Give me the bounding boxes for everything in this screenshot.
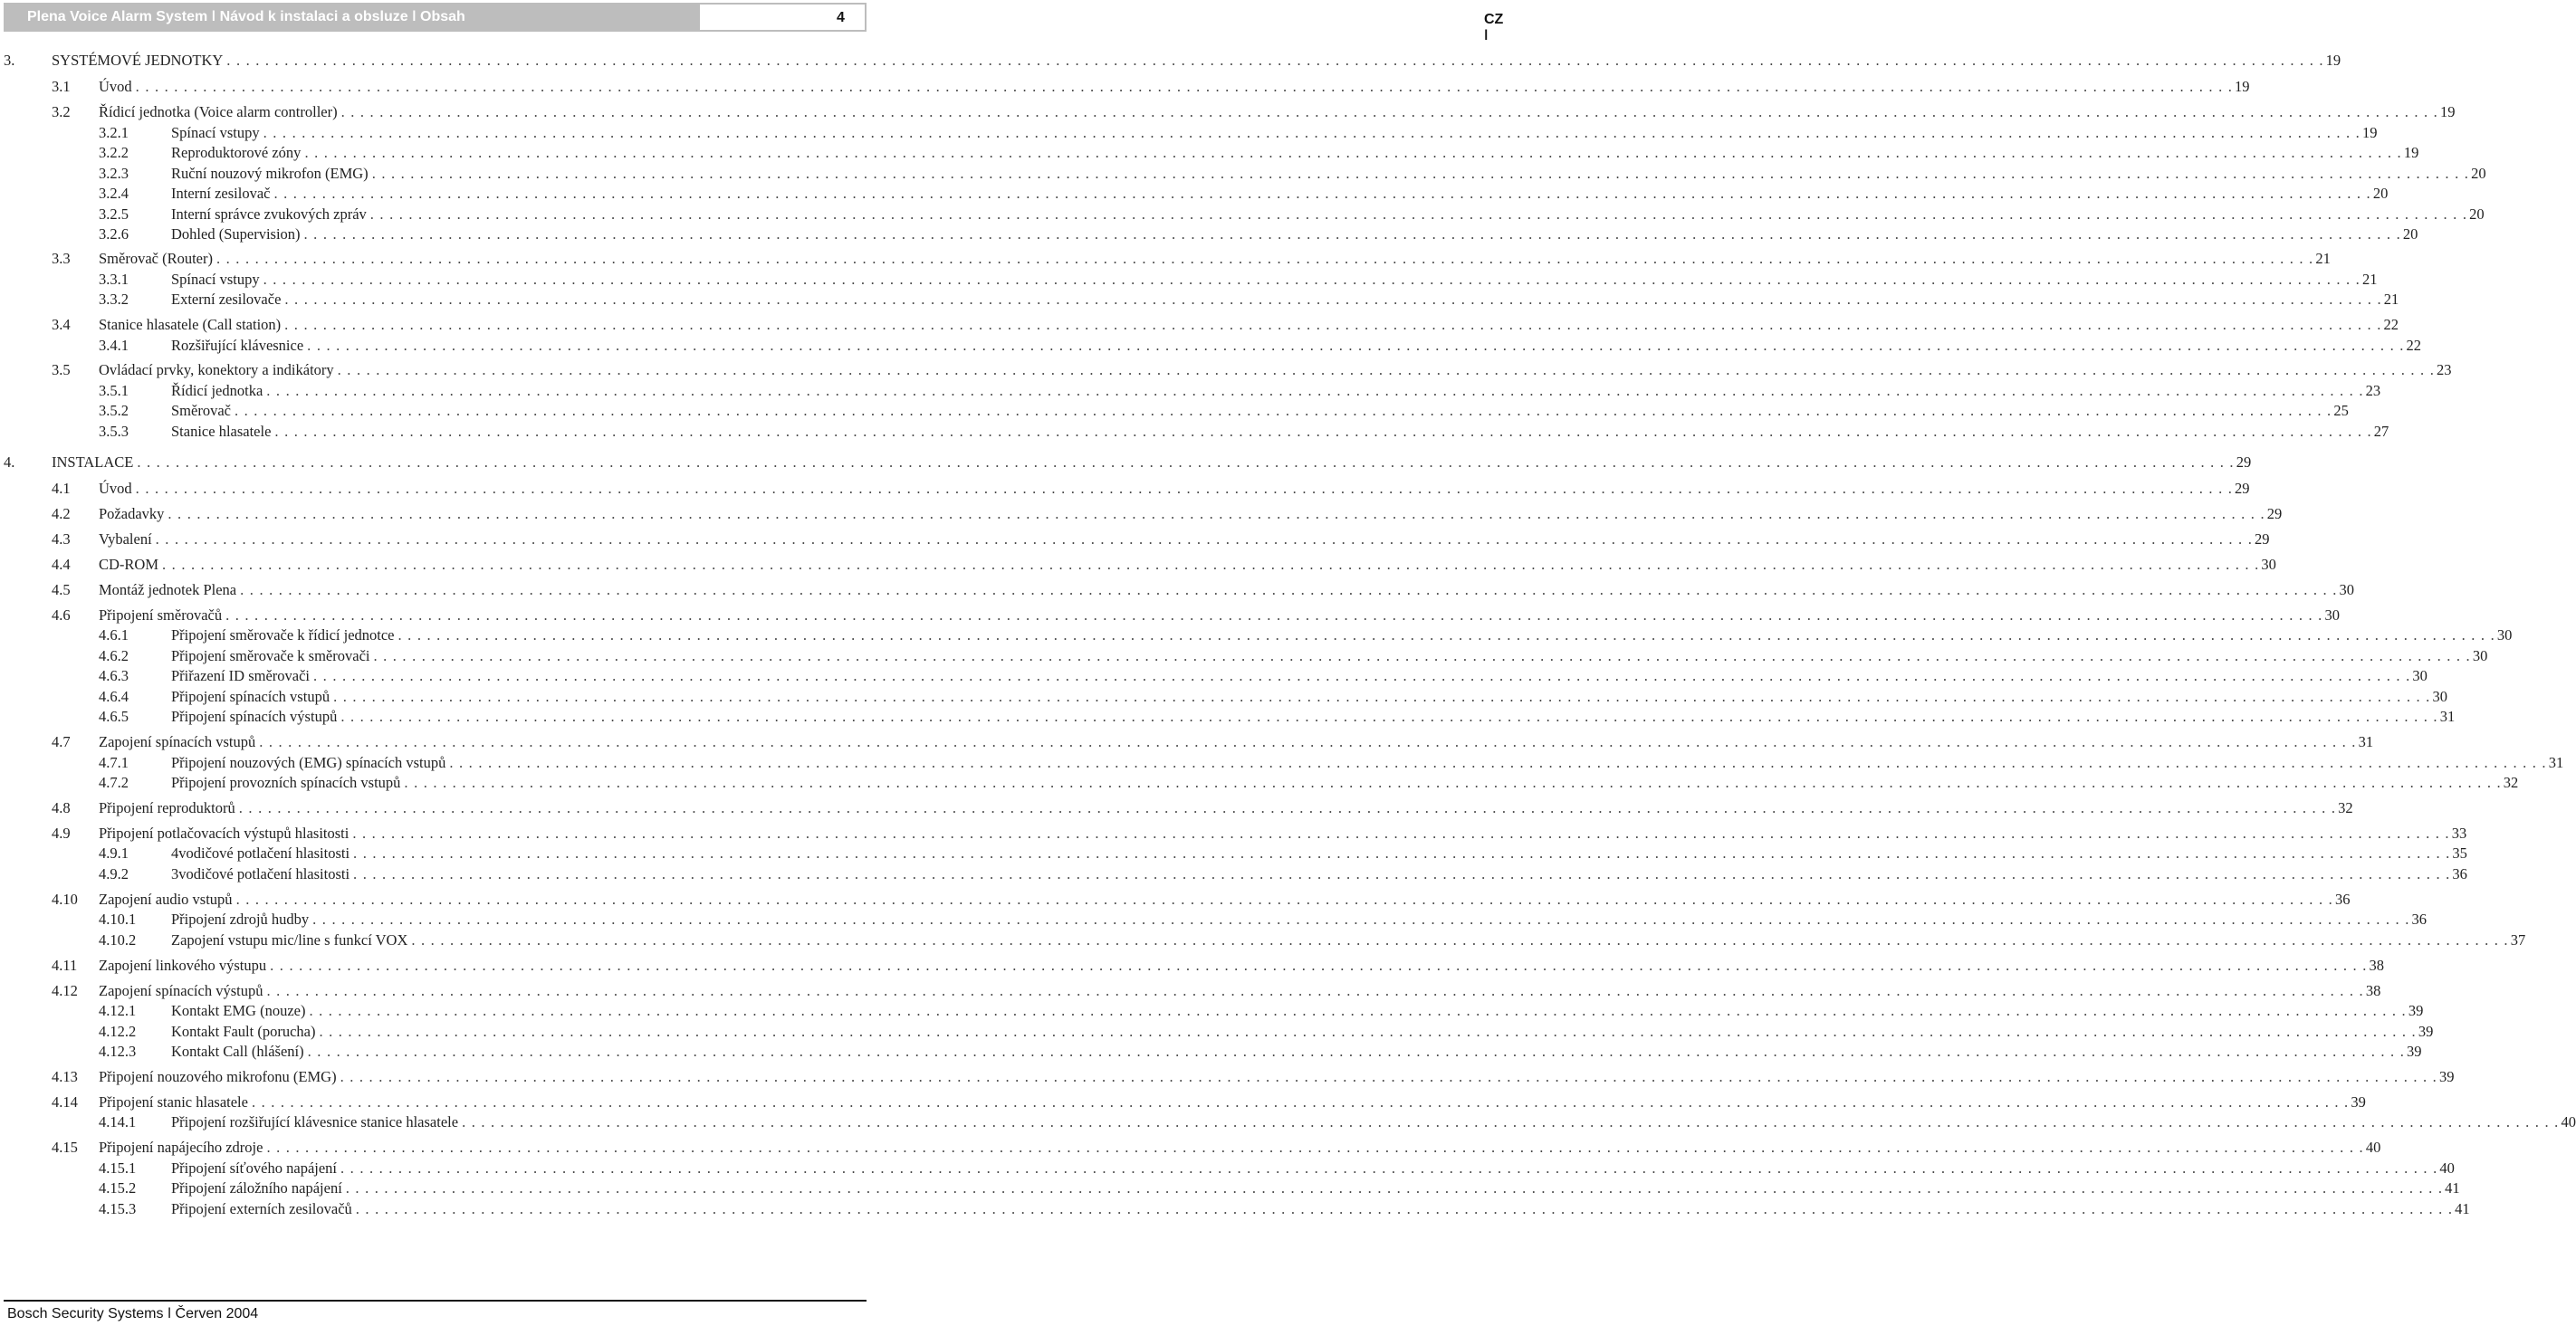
toc-entry-title: Připojení potlačovacích výstupů hlasitosti: [99, 825, 350, 842]
toc-entry[interactable]: [52, 480, 2250, 498]
dot-leader: [338, 361, 2435, 379]
toc-entry-page: 37: [2510, 931, 2526, 949]
toc-entry[interactable]: [99, 911, 2428, 929]
toc-entry[interactable]: [52, 103, 2456, 121]
toc-entry-page: 29: [2236, 453, 2252, 471]
toc-entry[interactable]: [99, 382, 2381, 400]
toc-entry-number: 4.15.2: [99, 1179, 137, 1197]
toc-entry-number: 3.2.2: [99, 144, 129, 161]
toc-entry[interactable]: [52, 530, 2270, 549]
toc-entry-page: 39: [2418, 1023, 2434, 1040]
toc-entry-number: 4.7.1: [99, 754, 129, 771]
toc-entry-page: 19: [2403, 144, 2419, 161]
toc-entry[interactable]: [99, 402, 2349, 420]
dot-leader: [312, 911, 2409, 929]
toc-entry-title: Rozšiřující klávesnice: [171, 337, 304, 354]
toc-entry-title: Směrovač: [171, 402, 231, 419]
toc-entry-title: Zapojení spínacích vstupů: [99, 733, 256, 750]
dot-leader: [356, 1200, 2453, 1218]
dot-leader: [216, 250, 2313, 268]
dot-leader: [346, 1179, 2443, 1197]
toc-entry-number: 4.10.2: [99, 931, 137, 949]
dot-leader: [156, 530, 2253, 549]
dot-leader: [284, 316, 2381, 334]
dot-leader: [340, 1068, 2437, 1086]
toc-entry-number: 3.2: [52, 103, 71, 120]
toc-entry-title: Zapojení spínacích výstupů: [99, 982, 263, 999]
toc-entry-number: 4.6.3: [99, 667, 129, 684]
toc-entry-number: 4.4: [52, 556, 71, 573]
dot-leader: [308, 1043, 2405, 1061]
toc-entry-title: Kontakt Call (hlášení): [171, 1043, 304, 1060]
footer-text: Bosch Security Systems ǀ Červen 2004: [7, 1306, 259, 1321]
toc-entry[interactable]: [99, 1113, 2576, 1131]
toc-entry-number: 3.2.6: [99, 225, 129, 243]
toc-entry-title: Spínací vstupy: [171, 271, 260, 288]
toc-entry-number: 4.15.1: [99, 1159, 137, 1177]
toc-entry[interactable]: [52, 505, 2283, 523]
toc-entry-number: 4.6.1: [99, 626, 129, 644]
toc-entry-page: 20: [2402, 225, 2418, 243]
toc-entry[interactable]: [99, 754, 2564, 772]
toc-entry-number: 4.1: [52, 480, 71, 497]
dot-leader: [341, 103, 2438, 121]
toc-entry-page: 21: [2315, 250, 2331, 267]
toc-entry-page: 30: [2339, 581, 2355, 598]
toc-entry-title: Připojení stanic hlasatele: [99, 1093, 248, 1111]
dot-leader: [136, 480, 2233, 498]
toc-entry-number: 3.2.3: [99, 165, 129, 182]
toc-entry-number: 4.3: [52, 530, 71, 548]
toc-entry[interactable]: [99, 205, 2485, 224]
toc-entry-number: 3.4: [52, 316, 71, 333]
toc-entry-title: Vybalení: [99, 530, 152, 548]
toc-entry[interactable]: [52, 556, 2276, 574]
toc-entry-title: Kontakt EMG (nouze): [171, 1002, 306, 1019]
toc-entry-number: 3.5.3: [99, 423, 129, 440]
dot-leader: [240, 581, 2337, 599]
toc-entry-title: Ovládací prvky, konektory a indikátory: [99, 361, 334, 378]
toc-entry-number: 4.9.1: [99, 844, 129, 862]
toc-entry-page: 30: [2496, 626, 2513, 644]
toc-entry[interactable]: [52, 982, 2381, 1000]
dot-leader: [313, 667, 2410, 685]
toc-entry[interactable]: [99, 1200, 2470, 1218]
toc-entry-page: 39: [2408, 1002, 2424, 1019]
toc-entry-title: Připojení směrovače k směrovači: [171, 647, 370, 664]
toc-entry[interactable]: [99, 337, 2422, 355]
toc-entry-number: 3.3: [52, 250, 71, 267]
toc-entry[interactable]: [4, 453, 2252, 472]
toc-entry-page: 39: [2407, 1043, 2422, 1060]
toc-entry-title: Kontakt Fault (porucha): [171, 1023, 316, 1040]
toc-entry-number: 4.12.2: [99, 1023, 137, 1040]
toc-entry[interactable]: [99, 708, 2456, 726]
toc-entry-page: 22: [2406, 337, 2422, 354]
toc-entry-number: 3.2.5: [99, 205, 129, 223]
dot-leader: [449, 754, 2546, 772]
footer-divider: [4, 1300, 867, 1302]
toc-entry-number: 4.14.1: [99, 1113, 137, 1130]
toc-entry-page: 30: [2432, 688, 2447, 705]
toc-entry[interactable]: [52, 316, 2399, 334]
toc-entry-number: 4.5: [52, 581, 71, 598]
toc-entry-title: Připojení spínacích výstupů: [171, 708, 338, 725]
toc-entry-page: 23: [2365, 382, 2381, 399]
dot-leader: [252, 1093, 2349, 1111]
toc-entry[interactable]: [52, 78, 2250, 96]
toc-entry-page: 36: [2452, 865, 2467, 882]
toc-entry-page: 32: [2503, 774, 2519, 791]
toc-entry-number: 4.6.4: [99, 688, 129, 705]
toc-entry-page: 39: [2351, 1093, 2366, 1111]
toc-entry-title: Připojení reproduktorů: [99, 799, 235, 816]
toc-entry-page: 19: [2362, 124, 2378, 141]
toc-entry-number: 4.12.1: [99, 1002, 137, 1019]
toc-entry-title: Zapojení audio vstupů: [99, 891, 233, 908]
toc-entry[interactable]: [52, 957, 2385, 975]
toc-entry[interactable]: [99, 647, 2488, 665]
dot-leader: [263, 124, 2361, 142]
toc-entry-title: Připojení napájecího zdroje: [99, 1139, 263, 1156]
page-number: 4: [837, 10, 845, 25]
toc-entry-title: Připojení nouzového mikrofonu (EMG): [99, 1068, 337, 1085]
dot-leader: [309, 1002, 2406, 1020]
dot-leader: [373, 647, 2470, 665]
toc-entry-page: 31: [2548, 754, 2564, 771]
dot-leader: [274, 185, 2371, 203]
toc-entry-title: Úvod: [99, 480, 132, 497]
dot-leader: [462, 1113, 2559, 1131]
dot-leader: [266, 1139, 2363, 1157]
dot-leader: [162, 556, 2259, 574]
dot-leader: [270, 957, 2367, 975]
toc-entry-title: Směrovač (Router): [99, 250, 213, 267]
dot-leader: [352, 825, 2449, 843]
toc-entry-number: 4.12: [52, 982, 78, 999]
toc-entry[interactable]: [99, 165, 2486, 183]
toc-entry-number: 3.1: [52, 78, 71, 95]
toc-entry[interactable]: [52, 799, 2353, 817]
dot-leader: [284, 291, 2381, 309]
toc-entry-page: 19: [2439, 103, 2456, 120]
toc-entry-number: 3.: [4, 52, 15, 69]
toc-entry-title: Přiřazení ID směrovači: [171, 667, 311, 684]
toc-entry[interactable]: [99, 185, 2389, 203]
toc-entry-page: 20: [2471, 165, 2486, 182]
toc-entry-page: 39: [2438, 1068, 2455, 1085]
toc-entry-title: Připojení směrovače k řídicí jednotce: [171, 626, 395, 644]
dot-leader: [236, 891, 2333, 909]
toc-entry[interactable]: [99, 1023, 2434, 1041]
toc-entry[interactable]: [99, 865, 2467, 883]
dot-leader: [137, 453, 2234, 472]
toc-entry-page: 41: [2455, 1200, 2470, 1217]
toc-entry-page: 30: [2261, 556, 2276, 573]
toc-entry-number: 4.13: [52, 1068, 78, 1085]
toc-entry[interactable]: [52, 1093, 2366, 1111]
toc-entry[interactable]: [99, 844, 2467, 863]
toc-entry-number: 3.2.1: [99, 124, 129, 141]
toc-entry-page: 19: [2325, 52, 2341, 69]
toc-entry-title: Externí zesilovače: [171, 291, 282, 308]
toc-entry-number: 4.10: [52, 891, 78, 908]
toc-entry-number: 4.6: [52, 606, 71, 624]
toc-entry-title: Montáž jednotek Plena: [99, 581, 237, 598]
toc-entry-page: 33: [2451, 825, 2467, 842]
toc-entry-page: 20: [2372, 185, 2389, 202]
toc-entry-number: 4.6.2: [99, 647, 129, 664]
dot-leader: [266, 982, 2363, 1000]
toc-entry-title: Připojení nouzových (EMG) spínacích vstupů: [171, 754, 446, 771]
toc-entry-page: 21: [2362, 271, 2378, 288]
toc-entry-page: 22: [2383, 316, 2399, 333]
toc-entry[interactable]: [99, 423, 2389, 441]
toc-entry-page: 23: [2437, 361, 2452, 378]
dot-leader: [168, 505, 2265, 523]
dot-leader: [398, 626, 2495, 644]
dot-leader: [263, 271, 2361, 289]
toc-entry-page: 27: [2373, 423, 2389, 440]
dot-leader: [340, 1159, 2437, 1178]
toc-entry-number: 3.3.1: [99, 271, 129, 288]
toc-entry[interactable]: [99, 931, 2526, 949]
toc-entry-title: Spínací vstupy: [171, 124, 260, 141]
toc-entry-page: 35: [2452, 844, 2467, 862]
dot-leader: [353, 865, 2450, 883]
toc-entry[interactable]: [52, 825, 2467, 843]
toc-entry[interactable]: [99, 1159, 2455, 1178]
toc-entry[interactable]: [99, 688, 2447, 706]
dot-leader: [226, 52, 2323, 70]
toc-entry[interactable]: [52, 1139, 2381, 1157]
toc-entry[interactable]: [99, 144, 2419, 162]
toc-entry-number: 4.12.3: [99, 1043, 137, 1060]
dot-leader: [333, 688, 2430, 706]
toc-entry-number: 4.9: [52, 825, 71, 842]
toc-entry-title: 4vodičové potlačení hlasitosti: [171, 844, 350, 862]
dot-leader: [304, 144, 2401, 162]
toc-entry-title: SYSTÉMOVÉ JEDNOTKY: [52, 52, 224, 69]
toc-entry-page: 36: [2334, 891, 2351, 908]
toc-entry-number: 4.8: [52, 799, 71, 816]
toc-entry-title: Řídicí jednotka: [171, 382, 263, 399]
dot-leader: [372, 165, 2469, 183]
toc-entry-title: Interní zesilovač: [171, 185, 271, 202]
toc-entry[interactable]: [4, 52, 2341, 70]
toc-entry[interactable]: [52, 250, 2331, 268]
toc-entry-title: Požadavky: [99, 505, 165, 522]
dot-leader: [411, 931, 2508, 949]
toc-entry-page: 32: [2338, 799, 2353, 816]
toc-entry-number: 4.6.5: [99, 708, 129, 725]
toc-entry-number: 3.5.1: [99, 382, 129, 399]
dot-leader: [259, 733, 2356, 751]
toc-entry[interactable]: [99, 626, 2513, 644]
dot-leader: [340, 708, 2437, 726]
toc-entry-page: 40: [2439, 1159, 2455, 1177]
dot-leader: [225, 606, 2322, 625]
toc-entry[interactable]: [99, 1043, 2422, 1061]
toc-entry[interactable]: [52, 606, 2340, 625]
toc-entry-title: Zapojení linkového výstupu: [99, 957, 267, 974]
toc-entry-page: 25: [2333, 402, 2349, 419]
dot-leader: [136, 78, 2233, 96]
language-code: CZ ǀ: [1484, 12, 1504, 43]
dot-leader: [353, 844, 2450, 863]
toc-entry-title: Připojení směrovačů: [99, 606, 223, 624]
toc-entry-title: Řídicí jednotka (Voice alarm controller): [99, 103, 338, 120]
toc-entry-number: 3.5: [52, 361, 71, 378]
toc-entry-title: INSTALACE: [52, 453, 134, 471]
toc-entry-title: CD-ROM: [99, 556, 159, 573]
toc-entry[interactable]: [99, 667, 2428, 685]
toc-entry-title: Stanice hlasatele: [171, 423, 272, 440]
toc-entry-title: Připojení síťového napájení: [171, 1159, 338, 1177]
toc-entry-page: 31: [2439, 708, 2456, 725]
toc-entry-number: 3.4.1: [99, 337, 129, 354]
dot-leader: [319, 1023, 2416, 1041]
toc-entry-number: 3.5.2: [99, 402, 129, 419]
toc-entry-number: 4.9.2: [99, 865, 129, 882]
dot-leader: [239, 799, 2336, 817]
toc-entry-title: Úvod: [99, 78, 132, 95]
toc-entry[interactable]: [99, 774, 2519, 792]
toc-entry-number: 3.2.4: [99, 185, 129, 202]
dot-leader: [266, 382, 2363, 400]
toc-entry[interactable]: [99, 291, 2399, 309]
toc-entry-page: 36: [2411, 911, 2428, 928]
toc-entry-number: 3.3.2: [99, 291, 129, 308]
toc-entry-number: 4.10.1: [99, 911, 137, 928]
dot-leader: [370, 205, 2467, 224]
dot-leader: [274, 423, 2371, 441]
dot-leader: [235, 402, 2332, 420]
toc-entry-title: Připojení záložního napájení: [171, 1179, 342, 1197]
toc-entry-number: 4.2: [52, 505, 71, 522]
toc-entry-title: Dohled (Supervision): [171, 225, 301, 243]
toc-entry-number: 4.7.2: [99, 774, 129, 791]
toc-entry-page: 20: [2469, 205, 2485, 223]
toc-entry-title: Připojení externích zesilovačů: [171, 1200, 352, 1217]
toc-entry[interactable]: [52, 1068, 2455, 1086]
toc-entry-number: 4.7: [52, 733, 71, 750]
toc-entry-page: 19: [2235, 78, 2250, 95]
toc-entry-page: 29: [2266, 505, 2283, 522]
toc-entry-number: 4.11: [52, 957, 78, 974]
toc-entry-number: 4.14: [52, 1093, 78, 1111]
toc-entry-title: Připojení provozních spínacích vstupů: [171, 774, 401, 791]
toc-entry-title: Připojení spínacích vstupů: [171, 688, 330, 705]
toc-entry-title: Ruční nouzový mikrofon (EMG): [171, 165, 369, 182]
toc-entry-page: 29: [2255, 530, 2270, 548]
toc-entry[interactable]: [99, 271, 2378, 289]
dot-leader: [307, 337, 2404, 355]
toc-entry[interactable]: [52, 733, 2374, 751]
toc-entry-title: 3vodičové potlačení hlasitosti: [171, 865, 350, 882]
toc-entry-number: 4.: [4, 453, 15, 471]
toc-entry-title: Reproduktorové zóny: [171, 144, 302, 161]
toc-entry-page: 30: [2412, 667, 2428, 684]
toc-entry-page: 40: [2365, 1139, 2381, 1156]
toc-entry-page: 38: [2365, 982, 2381, 999]
toc-entry-title: Připojení zdrojů hudby: [171, 911, 310, 928]
toc-entry-number: 4.15.3: [99, 1200, 137, 1217]
dot-leader: [404, 774, 2501, 792]
toc-entry-page: 21: [2383, 291, 2399, 308]
toc-entry[interactable]: [99, 124, 2378, 142]
dot-leader: [304, 225, 2401, 243]
toc-entry-title: Interní správce zvukových zpráv: [171, 205, 367, 223]
toc-entry[interactable]: [99, 1002, 2424, 1020]
toc-entry-page: 29: [2235, 480, 2250, 497]
toc-entry-title: Stanice hlasatele (Call station): [99, 316, 282, 333]
toc-entry-page: 38: [2369, 957, 2385, 974]
toc-entry-page: 31: [2358, 733, 2374, 750]
toc-entry[interactable]: [52, 581, 2355, 599]
toc-entry-page: 30: [2324, 606, 2340, 624]
toc-entry-page: 41: [2445, 1179, 2460, 1197]
toc-entry-number: 4.15: [52, 1139, 78, 1156]
toc-entry-page: 30: [2472, 647, 2488, 664]
toc-entry[interactable]: [52, 361, 2452, 379]
toc-entry-title: Zapojení vstupu mic/line s funkcí VOX: [171, 931, 408, 949]
toc-entry[interactable]: [99, 225, 2418, 243]
document-title: Plena Voice Alarm System ǀ Návod k instalaci a obsluze ǀ Obsah: [27, 9, 465, 24]
toc-entry[interactable]: [99, 1179, 2460, 1197]
toc-entry[interactable]: [52, 891, 2351, 909]
toc-entry-page: 40: [2561, 1113, 2576, 1130]
toc-entry-title: Připojení rozšiřující klávesnice stanice hlasatele: [171, 1113, 459, 1130]
